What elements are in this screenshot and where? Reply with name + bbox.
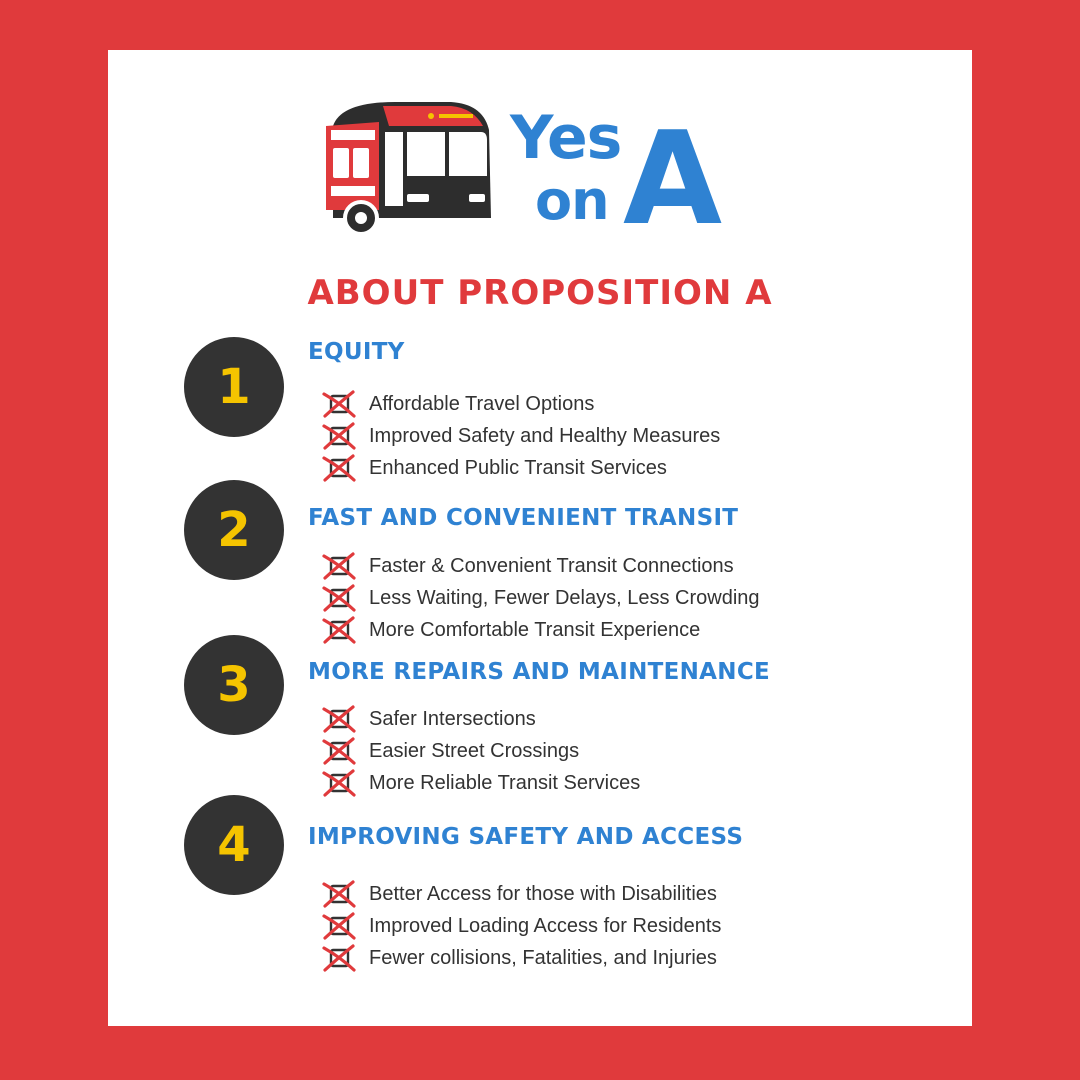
list-item <box>320 388 594 420</box>
section-number-badge: 3 <box>184 635 284 735</box>
section-title: FAST AND CONVENIENT TRANSIT <box>308 505 739 531</box>
checked-box-icon <box>320 421 358 451</box>
checked-box-icon <box>320 704 358 734</box>
list-item <box>320 910 721 942</box>
list-item-label: Better Access for those with Disabilities <box>369 882 717 905</box>
list-item <box>320 878 717 910</box>
checked-box-icon <box>320 389 358 419</box>
list-item <box>320 550 734 582</box>
list-item <box>320 614 700 646</box>
list-item <box>320 942 717 974</box>
logo-letter-a: A <box>623 105 721 254</box>
list-item-label: Improved Loading Access for Residents <box>369 914 722 937</box>
list-item <box>320 420 720 452</box>
bus-icon <box>323 98 493 238</box>
checked-box-icon <box>320 615 358 645</box>
checked-box-icon <box>320 879 358 909</box>
list-item-label: Enhanced Public Transit Services <box>369 456 667 479</box>
list-item-label: Affordable Travel Options <box>369 392 595 415</box>
checked-box-icon <box>320 943 358 973</box>
section-title: IMPROVING SAFETY AND ACCESS <box>308 824 744 850</box>
list-item <box>320 452 667 484</box>
list-item-label: Less Waiting, Fewer Delays, Less Crowding <box>369 586 760 609</box>
content-card <box>108 50 972 1026</box>
list-item-label: Easier Street Crossings <box>369 739 580 762</box>
list-item <box>320 582 760 614</box>
checked-box-icon <box>320 768 358 798</box>
list-item-label: Safer Intersections <box>369 707 536 730</box>
checked-box-icon <box>320 551 358 581</box>
section-number-badge: 2 <box>184 480 284 580</box>
section-number-badge: 1 <box>184 337 284 437</box>
page-title: ABOUT PROPOSITION A <box>307 273 773 313</box>
section-title: EQUITY <box>308 339 405 365</box>
logo-yes-text: Yes <box>510 103 622 173</box>
yes-on-a-logo <box>323 98 743 254</box>
list-item-label: Faster & Convenient Transit Connections <box>369 554 734 577</box>
list-item <box>320 735 579 767</box>
section-number-badge: 4 <box>184 795 284 895</box>
list-item-label: More Reliable Transit Services <box>369 771 641 794</box>
list-item <box>320 767 640 799</box>
logo-on-text: on <box>535 169 609 232</box>
checked-box-icon <box>320 453 358 483</box>
checked-box-icon <box>320 736 358 766</box>
list-item-label: Improved Safety and Healthy Measures <box>369 424 721 447</box>
section-title: MORE REPAIRS AND MAINTENANCE <box>308 659 771 685</box>
list-item-label: Fewer collisions, Fatalities, and Injuries <box>369 946 717 969</box>
checked-box-icon <box>320 583 358 613</box>
list-item <box>320 703 536 735</box>
checked-box-icon <box>320 911 358 941</box>
list-item-label: More Comfortable Transit Experience <box>369 618 701 641</box>
